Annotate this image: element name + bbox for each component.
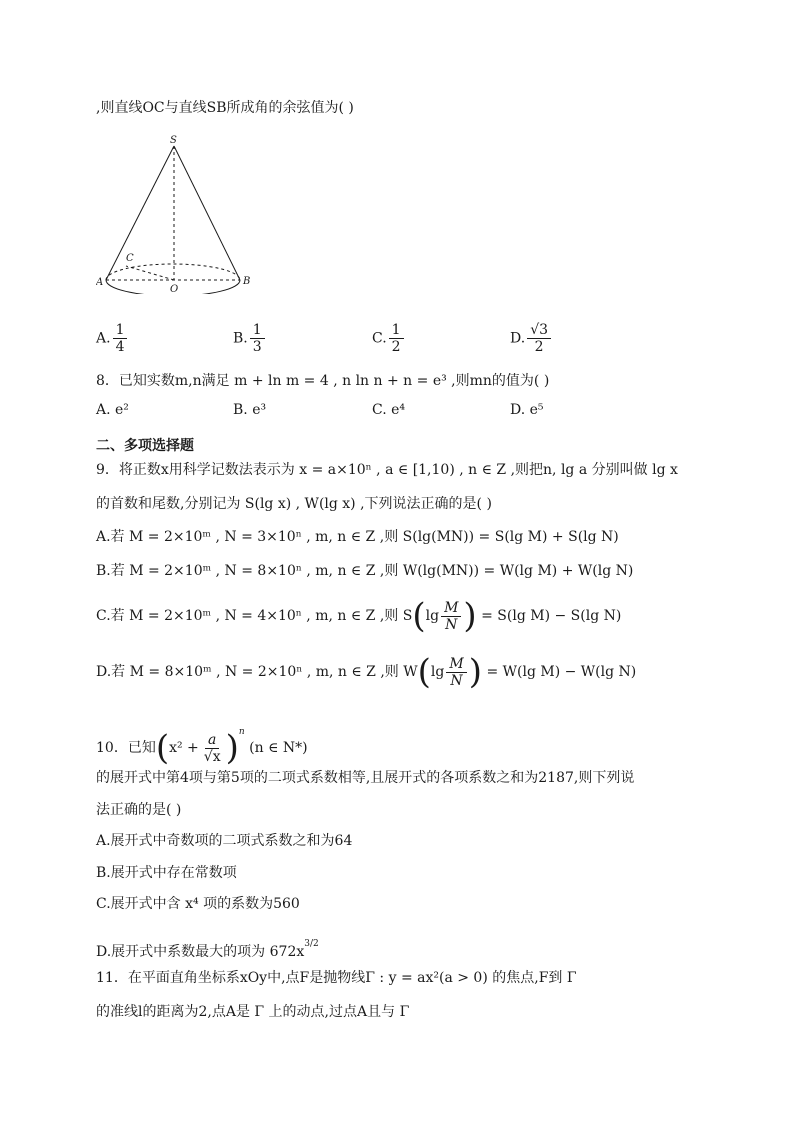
fraction: $\frac{√3}{2}$	[527, 322, 551, 355]
q7-option-c: C. $\frac{1}{2}$	[372, 322, 406, 355]
q7-tail: ,则直线OC与直线SB所成角的余弦值为( )	[96, 100, 354, 116]
q8-option-c: C. e⁴	[372, 402, 406, 418]
fraction: $\frac{1}{3}$	[250, 322, 265, 355]
q9-option-d: D.若 M = 8×10ᵐ , N = 2×10ⁿ , m, n ∈ Z ,则 W(lg $\frac{M}{N}$ ) = W(lg M) − W(lg N)	[96, 652, 637, 692]
q8-option-a: A. e²	[96, 402, 129, 418]
q10-option-b: B.展开式中存在常数项	[96, 865, 237, 881]
q8-option-b: B. e³	[233, 402, 267, 418]
q10-stem-line1: 10．已知(x² + $\frac{a}{√x}$ )$^n$ (n ∈ N*)	[96, 727, 308, 768]
fraction: $\frac{1}{2}$	[389, 322, 404, 355]
q9-stem-line1: 9．将正数x用科学记数法表示为 x = a×10ⁿ , a ∈ [1,10) , n ∈ Z ,则把n, lg a 分别叫做 lg x	[96, 462, 678, 478]
q11-stem-line1: 11．在平面直角坐标系xOy中,点F是抛物线Γ : y = ax²(a > 0) 的焦点,F到 Γ	[96, 970, 577, 986]
q7-option-b: B. $\frac{1}{3}$	[233, 322, 267, 355]
label-b: B	[243, 276, 251, 287]
label-s: S	[170, 135, 177, 146]
q8-stem: 8．已知实数m,n满足 m + ln m = 4 , n ln n + n = e³ ,则mn的值为( )	[96, 373, 550, 389]
q10-stem-line2: 的展开式中第4项与第5项的二项式系数相等,且展开式的各项系数之和为2187,则下列说	[96, 770, 635, 786]
label-c: C	[126, 253, 134, 264]
section-title: 二、多项选择题	[96, 438, 194, 454]
q7-option-d: D. $\frac{√3}{2}$	[510, 322, 553, 355]
cone-figure	[96, 134, 256, 294]
q7-option-a: A. $\frac{1}{4}$	[96, 322, 129, 355]
fraction: $\frac{M}{N}$	[446, 656, 466, 689]
q9-stem-line2: 的首数和尾数,分别记为 S(lg x) , W(lg x) ,下列说法正确的是( )	[96, 496, 492, 512]
fraction: $\frac{M}{N}$	[441, 600, 461, 633]
fraction: $\frac{a}{√x}$	[203, 731, 221, 765]
q9-option-b: B.若 M = 2×10ᵐ , N = 8×10ⁿ , m, n ∈ Z ,则 W(lg(MN)) = W(lg M) + W(lg N)	[96, 563, 634, 579]
q9-option-c: C.若 M = 2×10ᵐ , N = 4×10ⁿ , m, n ∈ Z ,则 S(lg $\frac{M}{N}$ ) = S(lg M) − S(lg N)	[96, 596, 622, 636]
edge-sa	[106, 146, 174, 280]
q8-option-d: D. e⁵	[510, 402, 544, 418]
q10-stem-line3: 法正确的是( )	[96, 802, 182, 818]
label-o: O	[170, 284, 179, 294]
q9-option-a: A.若 M = 2×10ᵐ , N = 3×10ⁿ , m, n ∈ Z ,则 S(lg(MN)) = S(lg M) + S(lg N)	[96, 529, 619, 545]
q10-option-c: C.展开式中含 x⁴ 项的系数为560	[96, 896, 300, 912]
fraction: $\frac{1}{4}$	[113, 322, 128, 355]
q10-option-a: A.展开式中奇数项的二项式系数之和为64	[96, 833, 353, 849]
q11-stem-line2: 的准线l的距离为2,点A是 Γ 上的动点,过点A且与 Γ	[96, 1004, 410, 1020]
label-a: A	[96, 277, 104, 288]
q10-option-d: D.展开式中系数最大的项为 $672x^{3/2}$	[96, 939, 319, 960]
segment-oc	[126, 266, 174, 280]
edge-sb	[174, 146, 240, 280]
